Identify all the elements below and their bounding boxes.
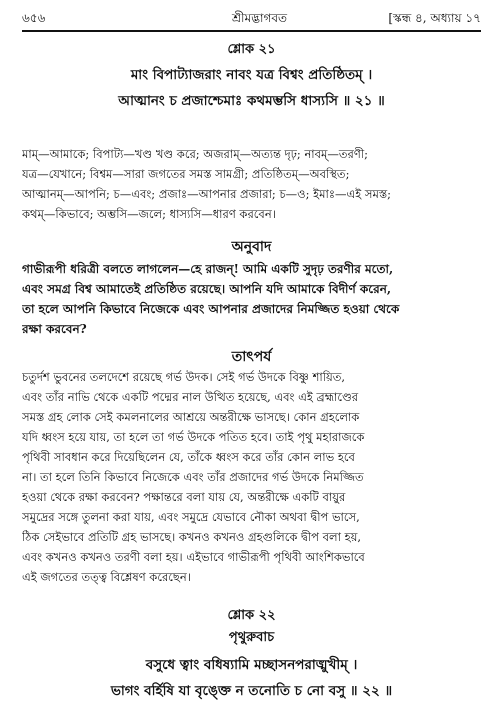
verse-21-label: শ্লোক ২১ (227, 42, 276, 57)
purport-heading: তাৎপর্য (231, 349, 272, 365)
purport-line: এবং কখনও কখনও তরণী বলা হয়। এইভাবে গাভীরূপী পৃথিবী আংশিকভাবে (22, 550, 365, 564)
verse-22-label: শ্লোক ২২ (227, 608, 276, 623)
purport-line: চতুর্দশ ভুবনের তলদেশে রয়েছে গর্ভ উদক। সেই গর্ভ উদকে বিষ্ণু শায়িত, (22, 370, 346, 384)
translation-heading: অনুবাদ (231, 239, 272, 255)
book-title: শ্রীমদ্ভাগবত (232, 11, 288, 25)
purport-line: পৃথিবী সাবধান করে দিয়েছিলেন যে, তাঁকে ধ্বংস করে তাঁর কোন লাভ হবে (22, 450, 355, 464)
translation-line: এবং সমগ্র বিশ্ব আমাতেই প্রতিষ্ঠিত রয়েছে। আপনি যদি আমাকে বিদীর্ণ করেন, (22, 282, 392, 296)
purport-line: ঠিক সেইভাবে প্রতিটি গ্রহ ভাসছে। কখনও কখনও গ্রহগুলিকে দ্বীপ বলা হয়, (22, 530, 362, 544)
verse-22-line-2: ভাগং বর্হিষি যা বৃঙ্ক্তে ন তনোতি চ নো বসু ॥ ২২ ॥ (110, 683, 393, 699)
synonyms-line: আত্মানম্—আপনি; চ—এবং; প্রজাঃ—আপনার প্রজারা; চ—ও; ইমাঃ—এই সমস্ত; (22, 187, 392, 201)
translation-line: গাভীরূপী ধরিত্রী বলতে লাগলেন—হে রাজন্! আমি একটি সুদৃঢ় তরণীর মতো, (22, 262, 394, 276)
purport-line: যদি ধ্বংস হয়ে যায়, তা হলে তা গর্ভ উদকে পতিত হবে। তাই পৃথু মহারাজকে (22, 430, 365, 444)
purport-block (22, 367, 481, 587)
verse-21-line-2: আত্মানং চ প্রজাশ্চেমাঃ কথমম্ভসি ধাস্যসি ॥ ২১ ॥ (118, 93, 385, 109)
purport-line: এই জগতের তত্ত্ব বিশ্লেষণ করেছেন। (22, 570, 191, 584)
page-header (22, 6, 481, 32)
verse-22-line-1: বসুধে ত্বাং বধিষ্যামি মচ্ছাসনপরাঙ্মুখীম্ । (145, 657, 358, 673)
purport-line: সমস্ত গ্রহ লোক সেই কমলনালের আশ্রয়ে অন্তরীক্ষে ভাসছে। কোন গ্রহলোক (22, 410, 360, 424)
purport-line: সমুদ্রের সঙ্গে তুলনা করা যায়, এবং সমুদ্রে যেভাবে নৌকা অথবা দ্বীপ ভাসে, (22, 510, 360, 524)
purport-line: হওয়া থেকে রক্ষা করবেন? পক্ষান্তরে বলা যায় যে, অন্তরীক্ষে একটি বায়ুর (22, 490, 346, 504)
verse-22-speaker: পৃথুরুবাচ (228, 630, 275, 645)
synonyms-block (22, 144, 481, 224)
translation-line: রক্ষা করবেন? (22, 322, 87, 336)
synonyms-line: যত্র—যেখানে; বিশ্বম—সারা জগতের সমস্ত সামগ্রী; প্রতিষ্ঠিতম্—অবস্থিত; (22, 167, 350, 181)
translation-block (22, 259, 481, 339)
translation-line: তা হলে আপনি কিভাবে নিজেকে এবং আপনার প্রজাদের নিমজ্জিত হওয়া থেকে (22, 302, 400, 316)
section-reference: [স্কন্ধ ৪, অধ্যায় ১৭ (388, 11, 481, 25)
synonyms-line: কথম্—কিভাবে; অম্ভসি—জলে; ধাস্যসি—ধারণ করবেন। (22, 207, 276, 221)
header-rule (22, 30, 481, 32)
verse-21-line-1: মাং বিপাট্যাজরাং নাবং যত্র বিশ্বং প্রতিষ্ঠিতম্ । (130, 67, 373, 83)
purport-line: না। তা হলে তিনি কিভাবে নিজেকে এবং তাঁর প্রজাদের গর্ভ উদকে নিমজ্জিত (22, 470, 364, 484)
page-number: ৬৫৬ (22, 11, 46, 25)
purport-line: এবং তাঁর নাভি থেকে একটি পদ্মের নাল উত্থিত হয়েছে, এবং এই ব্রহ্মাণ্ডের (22, 390, 359, 404)
synonyms-line: মাম্—আমাকে; বিপাট্য—খণ্ড খণ্ড করে; অজরাম্—অত্যন্ত দৃঢ়; নাবম্—তরণী; (22, 147, 369, 161)
